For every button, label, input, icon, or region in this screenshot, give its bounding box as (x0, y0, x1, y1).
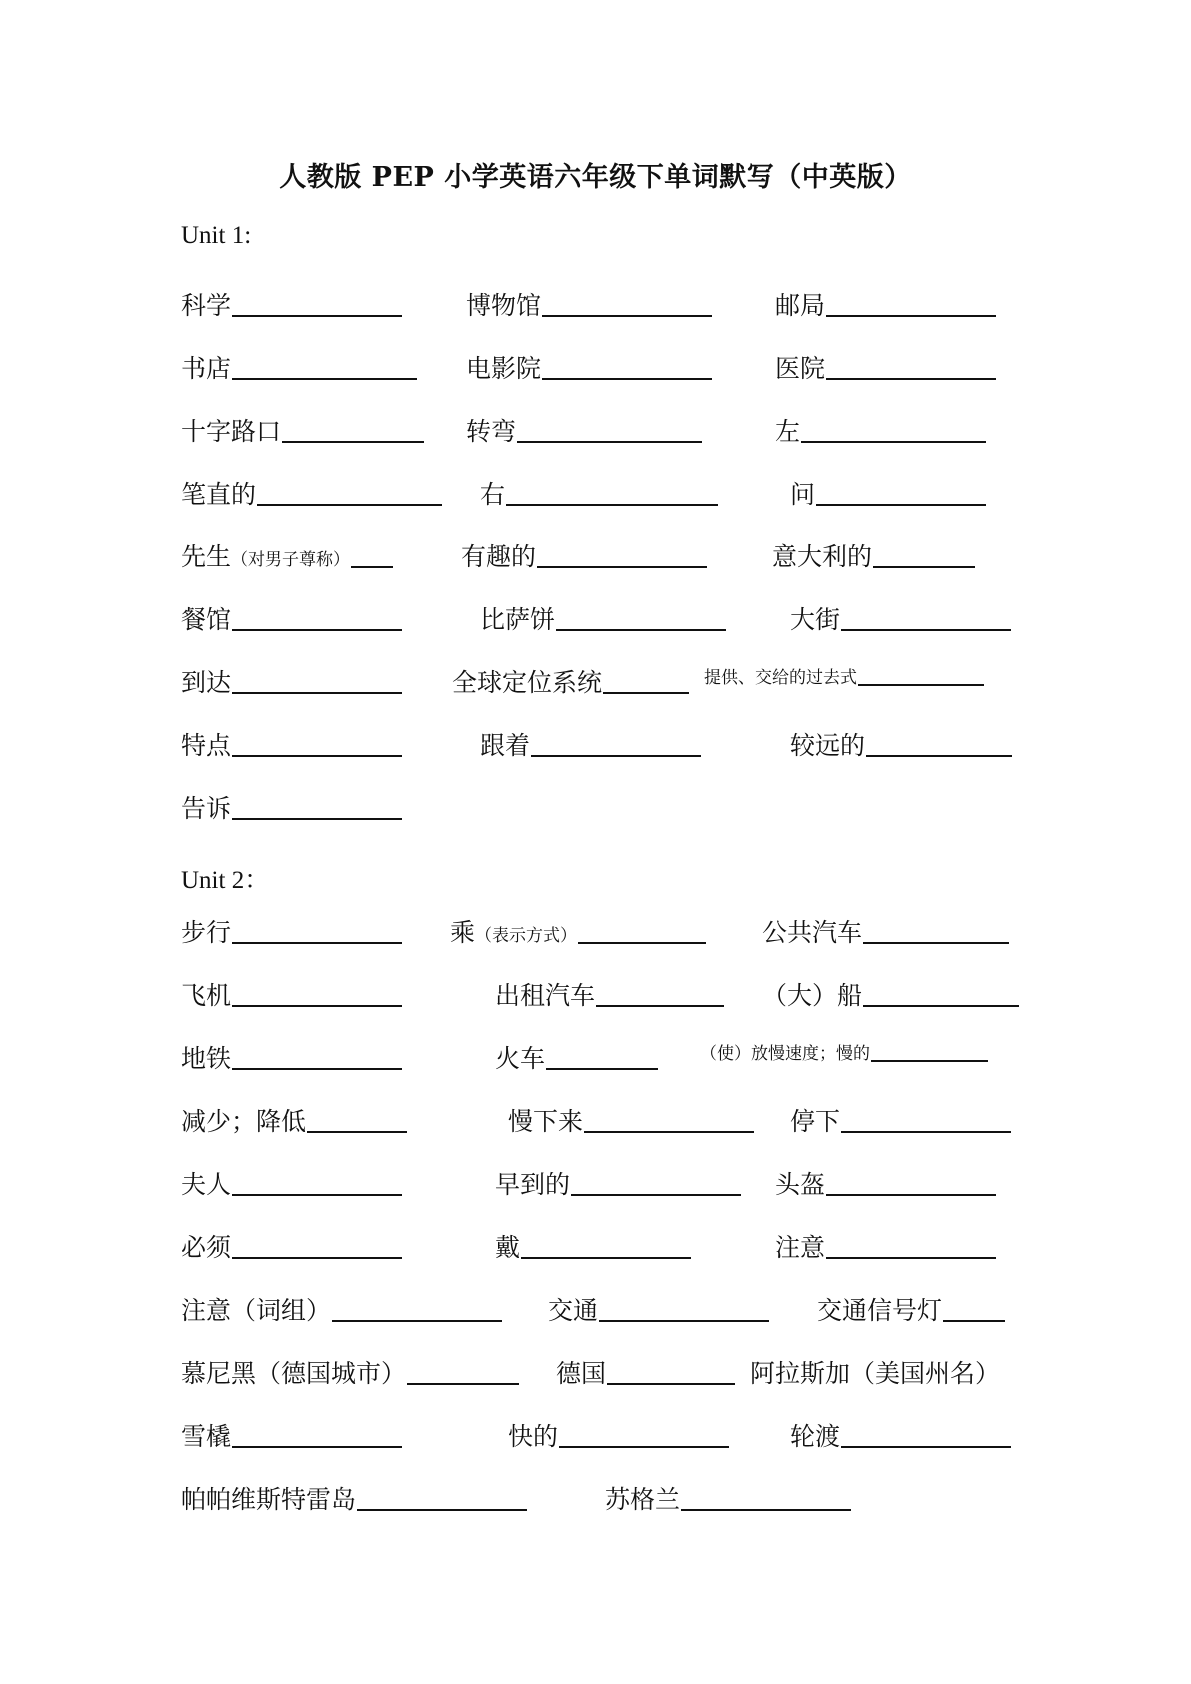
vocab-item (181, 475, 442, 511)
vocab-item (461, 537, 707, 573)
answer-blank[interactable] (599, 1319, 769, 1322)
vocab-item (775, 349, 996, 385)
vocab-label: 慕尼黑（德国城市） (181, 1359, 407, 1388)
answer-blank[interactable] (307, 1130, 407, 1133)
vocab-label: 轮渡 (790, 1422, 841, 1451)
vocab-label: 转弯 (466, 417, 517, 446)
vocab-label: 快的 (508, 1422, 559, 1451)
answer-blank[interactable] (559, 1445, 729, 1448)
vocab-label: 大街 (790, 605, 841, 634)
unit-1-heading: Unit 1: (181, 222, 252, 249)
vocab-note: （使）放慢速度；慢的 (700, 1044, 870, 1064)
answer-blank[interactable] (826, 377, 996, 380)
vocab-item (181, 349, 417, 385)
vocab-item (181, 726, 402, 762)
vocab-label: 停下 (790, 1107, 841, 1136)
vocab-item (790, 1417, 1011, 1453)
answer-blank[interactable] (681, 1508, 851, 1511)
vocab-label: 跟着 (480, 731, 531, 760)
vocab-label: 早到的 (495, 1170, 571, 1199)
answer-blank[interactable] (596, 1004, 724, 1007)
vocab-label: 步行 (181, 918, 232, 947)
vocab-item (790, 726, 1012, 762)
answer-blank[interactable] (841, 1130, 1011, 1133)
answer-blank[interactable] (826, 1193, 996, 1196)
vocab-label: 公共汽车 (762, 918, 863, 947)
answer-blank[interactable] (556, 628, 726, 631)
vocab-item (181, 1039, 402, 1075)
vocab-item (762, 976, 1019, 1012)
vocab-label: 交通信号灯 (817, 1296, 943, 1325)
answer-blank[interactable] (232, 1445, 402, 1448)
vocab-label: 到达 (181, 668, 232, 697)
answer-blank[interactable] (873, 565, 975, 568)
answer-blank[interactable] (537, 565, 707, 568)
vocab-label: 夫人 (181, 1170, 232, 1199)
vocab-item (548, 1291, 769, 1327)
vocab-item (181, 412, 424, 448)
vocab-item (181, 663, 402, 699)
vocab-label: 帕帕维斯特雷岛 (181, 1485, 357, 1514)
vocab-item (181, 1354, 519, 1390)
vocab-item (181, 537, 393, 573)
vocab-item (495, 1039, 658, 1075)
answer-blank[interactable] (517, 440, 702, 443)
vocab-item (495, 1165, 741, 1201)
vocab-note: （对男子尊称） (231, 550, 351, 570)
vocab-item (480, 600, 726, 636)
answer-blank[interactable] (232, 1067, 402, 1070)
vocab-label: 雪橇 (181, 1422, 232, 1451)
answer-blank[interactable] (542, 377, 712, 380)
vocab-item (480, 475, 718, 511)
answer-blank[interactable] (232, 691, 402, 694)
vocab-label: 慢下来 (508, 1107, 584, 1136)
vocab-label: 戴 (495, 1233, 521, 1262)
answer-blank[interactable] (826, 314, 996, 317)
answer-blank[interactable] (871, 1059, 988, 1062)
answer-blank[interactable] (232, 1004, 402, 1007)
vocab-item (790, 1102, 1011, 1138)
vocab-item (450, 913, 706, 949)
vocab-item (181, 976, 402, 1012)
answer-blank[interactable] (232, 817, 402, 820)
vocab-item (181, 286, 402, 322)
answer-blank[interactable] (826, 1256, 996, 1259)
answer-blank[interactable] (607, 1382, 735, 1385)
vocab-label: 苏格兰 (605, 1485, 681, 1514)
answer-blank[interactable] (232, 314, 402, 317)
vocab-label: 问 (790, 480, 816, 509)
vocab-label: 先生 (181, 542, 232, 571)
vocab-label: 邮局 (775, 291, 826, 320)
vocab-item (775, 412, 986, 448)
unit-2-heading: Unit 2： (181, 867, 270, 894)
vocab-item (750, 1354, 1000, 1390)
vocab-label: （大）船 (762, 981, 863, 1010)
vocab-item (181, 1480, 527, 1516)
vocab-label: 出租汽车 (495, 981, 596, 1010)
vocab-label: 告诉 (181, 794, 232, 823)
vocab-label: 交通 (548, 1296, 599, 1325)
vocab-item (181, 913, 402, 949)
vocab-item (704, 663, 984, 688)
answer-blank[interactable] (578, 941, 706, 944)
vocab-label: 医院 (775, 354, 826, 383)
vocab-label: 火车 (495, 1044, 546, 1073)
answer-blank[interactable] (232, 754, 402, 757)
answer-blank[interactable] (542, 314, 712, 317)
vocab-item (181, 1291, 502, 1327)
vocab-label: 全球定位系统 (452, 668, 603, 697)
vocab-label: 比萨饼 (480, 605, 556, 634)
answer-blank[interactable] (332, 1319, 502, 1322)
vocab-item (181, 1165, 402, 1201)
vocab-label: 书店 (181, 354, 232, 383)
vocab-label: 注意（词组） (181, 1296, 332, 1325)
vocab-item (181, 789, 402, 825)
vocab-item (480, 726, 701, 762)
answer-blank[interactable] (257, 503, 442, 506)
vocab-label: 科学 (181, 291, 232, 320)
answer-blank[interactable] (858, 683, 984, 686)
vocab-label: 右 (480, 480, 506, 509)
vocab-item (790, 600, 1011, 636)
answer-blank[interactable] (407, 1382, 519, 1385)
vocab-label: 乘 (450, 918, 476, 947)
vocab-label: 德国 (556, 1359, 607, 1388)
vocab-item (772, 537, 975, 573)
vocab-item (181, 1102, 407, 1138)
vocab-label: 飞机 (181, 981, 232, 1010)
answer-blank[interactable] (506, 503, 718, 506)
vocab-item (495, 1228, 691, 1264)
answer-blank[interactable] (863, 1004, 1019, 1007)
vocab-item (466, 286, 712, 322)
vocab-note: 提供、交给的过去式 (704, 668, 857, 688)
vocab-item (556, 1354, 735, 1390)
answer-blank[interactable] (232, 941, 402, 944)
vocab-item (775, 286, 996, 322)
vocab-label: 特点 (181, 731, 232, 760)
vocab-label: 意大利的 (772, 542, 873, 571)
page-title: 人教版 PEP 小学英语六年级下单词默写（中英版） (279, 162, 912, 193)
vocab-label: 左 (775, 417, 801, 446)
vocab-item (181, 600, 402, 636)
vocab-item (508, 1102, 754, 1138)
answer-blank[interactable] (584, 1130, 754, 1133)
vocab-label: 较远的 (790, 731, 866, 760)
vocab-label: 减少；降低 (181, 1107, 307, 1136)
vocab-item (452, 663, 689, 699)
vocab-label: 地铁 (181, 1044, 232, 1073)
answer-blank[interactable] (232, 377, 417, 380)
answer-blank[interactable] (866, 754, 1012, 757)
answer-blank[interactable] (521, 1256, 691, 1259)
vocab-label: 十字路口 (181, 417, 282, 446)
vocab-item (466, 349, 712, 385)
vocab-label: 阿拉斯加（美国州名） (750, 1359, 1001, 1388)
answer-blank[interactable] (232, 1193, 402, 1196)
vocab-label: 必须 (181, 1233, 232, 1262)
vocab-item (466, 412, 702, 448)
vocab-item (605, 1480, 851, 1516)
vocab-label: 博物馆 (466, 291, 542, 320)
answer-blank[interactable] (232, 628, 402, 631)
vocab-item (495, 976, 724, 1012)
vocab-item (181, 1228, 402, 1264)
vocab-note: （表示方式） (475, 926, 578, 946)
vocab-item (775, 1165, 996, 1201)
answer-blank[interactable] (571, 1193, 741, 1196)
answer-blank[interactable] (531, 754, 701, 757)
vocab-item (762, 913, 1009, 949)
vocab-item (790, 475, 986, 511)
vocab-label: 餐馆 (181, 605, 232, 634)
answer-blank[interactable] (816, 503, 986, 506)
vocab-label: 笔直的 (181, 480, 257, 509)
answer-blank[interactable] (841, 628, 1011, 631)
answer-blank[interactable] (546, 1067, 658, 1070)
answer-blank[interactable] (282, 440, 424, 443)
vocab-item (508, 1417, 729, 1453)
answer-blank[interactable] (351, 565, 393, 568)
vocab-item (700, 1039, 988, 1064)
vocab-item (817, 1291, 1005, 1327)
answer-blank[interactable] (943, 1319, 1005, 1322)
answer-blank[interactable] (801, 440, 986, 443)
vocab-item (181, 1417, 402, 1453)
vocab-label: 头盔 (775, 1170, 826, 1199)
answer-blank[interactable] (357, 1508, 527, 1511)
answer-blank[interactable] (603, 691, 689, 694)
answer-blank[interactable] (863, 941, 1009, 944)
answer-blank[interactable] (232, 1256, 402, 1259)
vocab-item (775, 1228, 996, 1264)
vocab-label: 注意 (775, 1233, 826, 1262)
vocab-label: 电影院 (466, 354, 542, 383)
vocab-label: 有趣的 (461, 542, 537, 571)
answer-blank[interactable] (841, 1445, 1011, 1448)
